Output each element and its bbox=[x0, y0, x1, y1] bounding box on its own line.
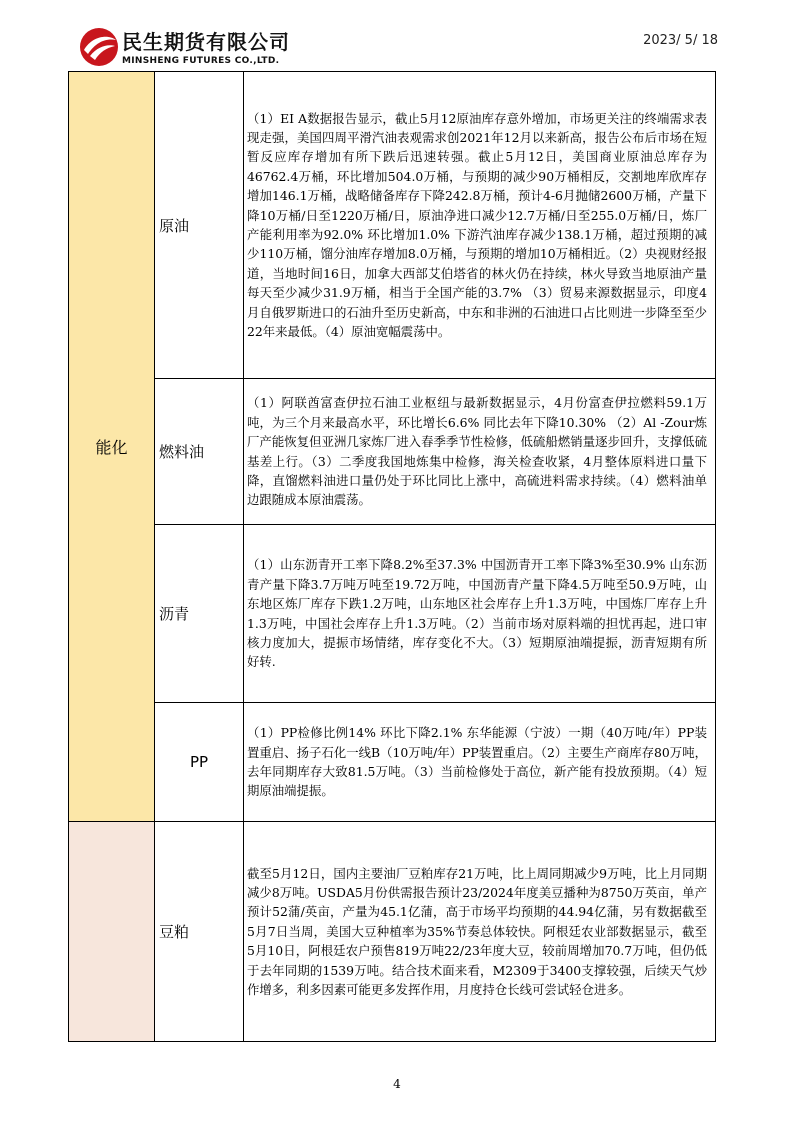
commentary-asphalt: （1）山东沥青开工率下降8.2%至37.3% 中国沥青开工率下降3%至30.9% 山东沥青产量下降3.7万吨万吨至19.72万吨，中国沥青产量下降4.5万吨至50.9万吨，山东地区炼厂库存下跌1.2万吨，山东地区社会库存上升1.3万吨，中国炼厂库存上升1.3万吨，中国社会库存上升1.3万吨。（2）当前市场对原料端的担忧再起，进口审核力度加大，提振市场情绪，库存变化不大。（3）短期原油端提振，沥青短期有所好转. bbox=[244, 525, 716, 703]
table-row bbox=[69, 525, 716, 703]
sector-cell-energy-chemical: 能化 bbox=[69, 72, 155, 822]
product-asphalt: 沥青 bbox=[155, 525, 244, 703]
table-row bbox=[69, 379, 716, 525]
product-pp: PP bbox=[155, 703, 244, 822]
company-name-cn: 民生期货有限公司 bbox=[122, 30, 290, 54]
commentary-soybean-meal: 截至5月12日，国内主要油厂豆粕库存21万吨，比上周同期减少9万吨，比上月同期减少8万吨。USDA5月份供需报告预计23/2024年度美豆播种为8750万英亩，单产预计52蒲/英亩，产量为45.1亿蒲，高于市场平均预期的44.94亿蒲，另有数据截至5月7日当周，美国大豆种植率为35%节奏总体较快。阿根廷农业部数据显示，截至5月10日，阿根廷农户预售819万吨22/23年度大豆，较前周增加70.7万吨，但仍低于去年同期的1539万吨。结合技术面来看，M2309于3400支撑较强，后续天气炒作增多，利多因素可能更多发挥作用，月度持仓长线可尝试轻仓进多。 bbox=[244, 822, 716, 1042]
sector-cell-agriculture bbox=[69, 822, 155, 1042]
page-header bbox=[0, 0, 794, 72]
table-row bbox=[69, 822, 716, 1042]
table-row bbox=[69, 703, 716, 822]
page-number: 4 bbox=[393, 1077, 401, 1091]
market-commentary-table bbox=[68, 71, 716, 1042]
product-soybean-meal: 豆粕 bbox=[155, 822, 244, 1042]
commentary-fuel-oil: （1）阿联酋富查伊拉石油工业枢纽与最新数据显示，4月份富查伊拉燃料59.1万吨，为三个月来最高水平，环比增长6.6% 同比去年下降10.30% （2）Al -Zour炼厂产能恢复但亚洲几家炼厂进入春季季节性检修，低硫船燃销量逐步回升，支撑低硫基差上行。（3）二季度我国地炼集中检修，海关检查收紧，4月整体原料进口量下降，直馏燃料油进口量仍处于环比同比上涨中，高硫进料需求持续。（4）燃料油单边跟随成本原油震荡。 bbox=[244, 379, 716, 525]
product-crude-oil: 原油 bbox=[155, 72, 244, 379]
table-row bbox=[69, 72, 716, 379]
commentary-pp: （1）PP检修比例14% 环比下降2.1% 东华能源（宁波）一期（40万吨/年）PP装置重启、扬子石化一线B（10万吨/年）PP装置重启。（2）主要生产商库存80万吨，去年同期库存大致81.5万吨。（3）当前检修处于高位，新产能有投放预期。（4）短期原油端提振。 bbox=[244, 703, 716, 822]
report-date: 2023/ 5/ 18 bbox=[643, 33, 718, 48]
company-name-en: MINSHENG FUTURES CO.,LTD. bbox=[122, 56, 280, 66]
product-fuel-oil: 燃料油 bbox=[155, 379, 244, 525]
minsheng-logo-icon bbox=[78, 26, 120, 68]
commentary-crude-oil: （1）EI A数据报告显示，截止5月12原油库存意外增加，市场更关注的终端需求表现走强，美国四周平滑汽油表观需求创2021年12月以来新高，报告公布后市场在短暂反应库存增加有所下跌后迅速转强。截止5月12日，美国商业原油总库存为46762.4万桶，环比增加504.0万桶，与预期的减少90万桶相反，交割地库欣库存增加146.1万桶，战略储备库存下降242.8万桶，预计4-6月抛储2600万桶，产量下降10万桶/日至1220万桶/日，原油净进口减少12.7万桶/日至255.0万桶/日，炼厂产能利用率为92.0% 环比增加1.0% 下游汽油库存减少138.1万桶，超过预期的减少110万桶，馏分油库存增加8.0万桶，与预期的增加10万桶相近。（2）央视财经报道，当地时间16日，加拿大西部艾伯塔省的林火仍在持续，林火导致当地原油产量每天至少减少31.9万桶，相当于全国产能的3.7% （3）贸易来源数据显示，印度4月自俄罗斯进口的石油升至历史新高，中东和非洲的石油进口占比则进一步降至至少22年来最低。（4）原油宽幅震荡中。 bbox=[244, 72, 716, 379]
